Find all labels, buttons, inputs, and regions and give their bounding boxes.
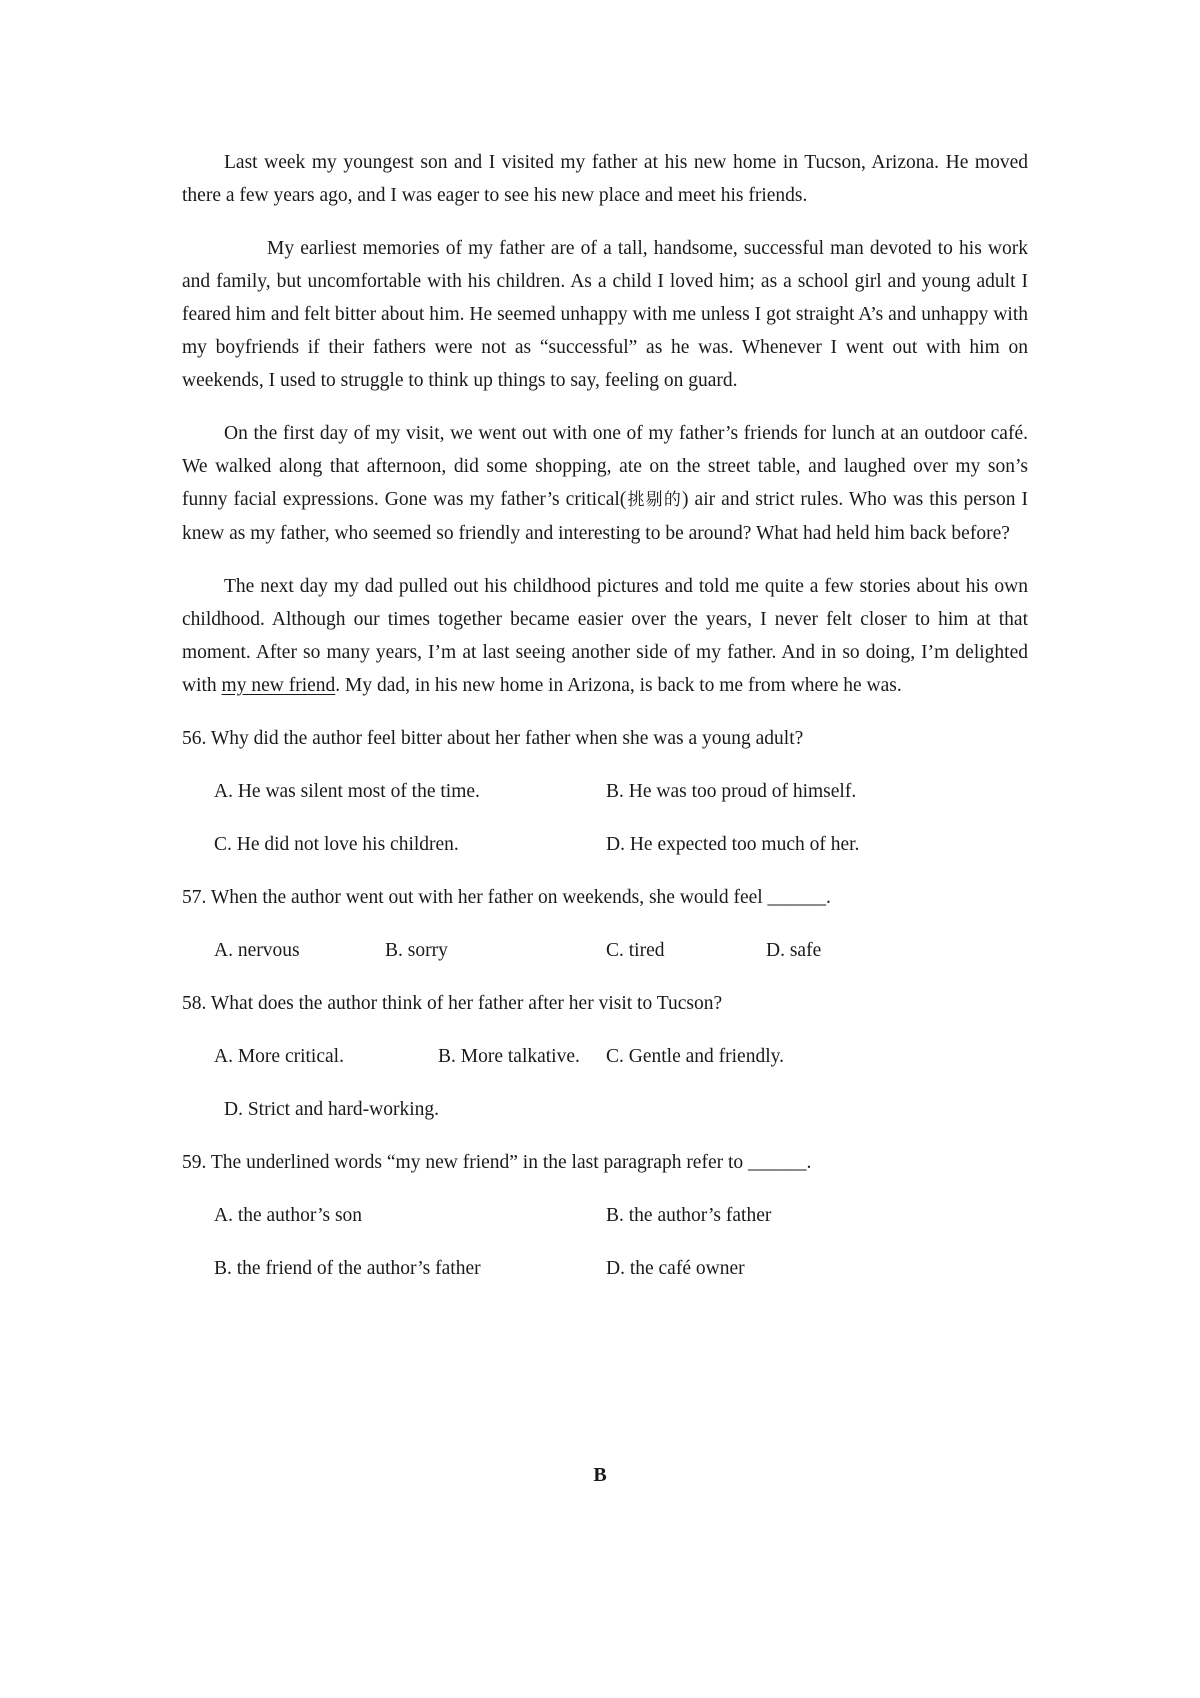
question-58-option-c[interactable]: C. Gentle and friendly. (606, 1046, 784, 1067)
question-58-option-b[interactable]: B. More talkative. (438, 1046, 580, 1067)
paragraph-3-text-start: On the first day of my visit, we went out with one of my father’s friends for lunch at an outdoor café. We walked along that afternoon, did some shopping, ate on the street table, and laughed over my son’s funny facial expressions. Gone was my father’s critical( (182, 423, 1028, 510)
question-57-stem: 57. When the author went out with her father on weekends, she would feel ______. (182, 887, 831, 908)
passage-paragraph-3 (182, 417, 1028, 550)
question-59-option-b[interactable]: B. the author’s father (606, 1205, 772, 1226)
question-59-stem: 59. The underlined words “my new friend” in the last paragraph refer to ______. (182, 1152, 812, 1173)
question-58-option-d[interactable]: D. Strict and hard-working. (224, 1099, 439, 1120)
question-59-option-d[interactable]: D. the café owner (606, 1258, 745, 1279)
chinese-gloss: 挑剔的 (626, 490, 683, 510)
question-58-option-a[interactable]: A. More critical. (214, 1046, 344, 1067)
question-57-option-a[interactable]: A. nervous (214, 940, 300, 961)
question-59-options-row-2 (182, 1252, 1028, 1285)
question-56-option-b[interactable]: B. He was too proud of himself. (606, 781, 857, 802)
question-57-option-b[interactable]: B. sorry (385, 940, 448, 961)
underlined-phrase: my new friend (221, 675, 336, 696)
reading-passage-page (182, 146, 1028, 1305)
question-59-option-c[interactable]: B. the friend of the author’s father (214, 1258, 481, 1279)
question-57-option-c[interactable]: C. tired (606, 940, 665, 961)
section-heading-b: B (593, 1464, 607, 1486)
passage-paragraph-2: My earliest memories of my father are of a tall, handsome, successful man devoted to his work and family, but uncomfortable with his children. As a child I loved him; as a school girl and young adult I feared him and felt bitter about him. He seemed unhappy with me unless I got straight A’s and unhappy with my boyfriends if their fathers were not as “successful” as he was. Whenever I went out with him on weekends, I used to struggle to think up things to say, feeling on guard. (182, 238, 1028, 391)
paragraph-4-text-end: . My dad, in his new home in Arizona, is back to me from where he was. (335, 675, 902, 696)
question-56-options-row-1 (182, 775, 1028, 808)
question-59-options-row-1 (182, 1199, 1028, 1232)
question-58-options-row-1 (182, 1040, 1028, 1073)
passage-paragraph-4 (182, 570, 1028, 702)
passage-paragraph-1: Last week my youngest son and I visited my father at his new home in Tucson, Arizona. He moved there a few years ago, and I was eager to see his new place and meet his friends. (182, 152, 1028, 206)
paragraph-4-text-start: The next day my dad pulled out his childhood pictures and told me quite a few stories about his own childhood. Although our times together became easier over the years, I never felt closer to him at that moment. After so many years, I’m at last seeing another side of my father. And in so doing, I’m delighted with (182, 576, 1028, 696)
question-58-options-row-2 (182, 1093, 1028, 1126)
question-56-options-row-2 (182, 828, 1028, 861)
paragraph-3-text-end: ) air and strict rules. Who was this person I knew as my father, who seemed so friendly and interesting to be around? What had held him back before? (182, 489, 1028, 544)
question-56-option-c[interactable]: C. He did not love his children. (214, 834, 459, 855)
question-59-option-a[interactable]: A. the author’s son (214, 1205, 363, 1226)
question-57-option-d[interactable]: D. safe (766, 940, 822, 961)
question-56-option-a[interactable]: A. He was silent most of the time. (214, 781, 480, 802)
question-56-stem: 56. Why did the author feel bitter about her father when she was a young adult? (182, 728, 804, 749)
question-56-option-d[interactable]: D. He expected too much of her. (606, 834, 860, 855)
question-58-stem: 58. What does the author think of her father after her visit to Tucson? (182, 993, 723, 1014)
question-57-options-row (182, 934, 1028, 967)
